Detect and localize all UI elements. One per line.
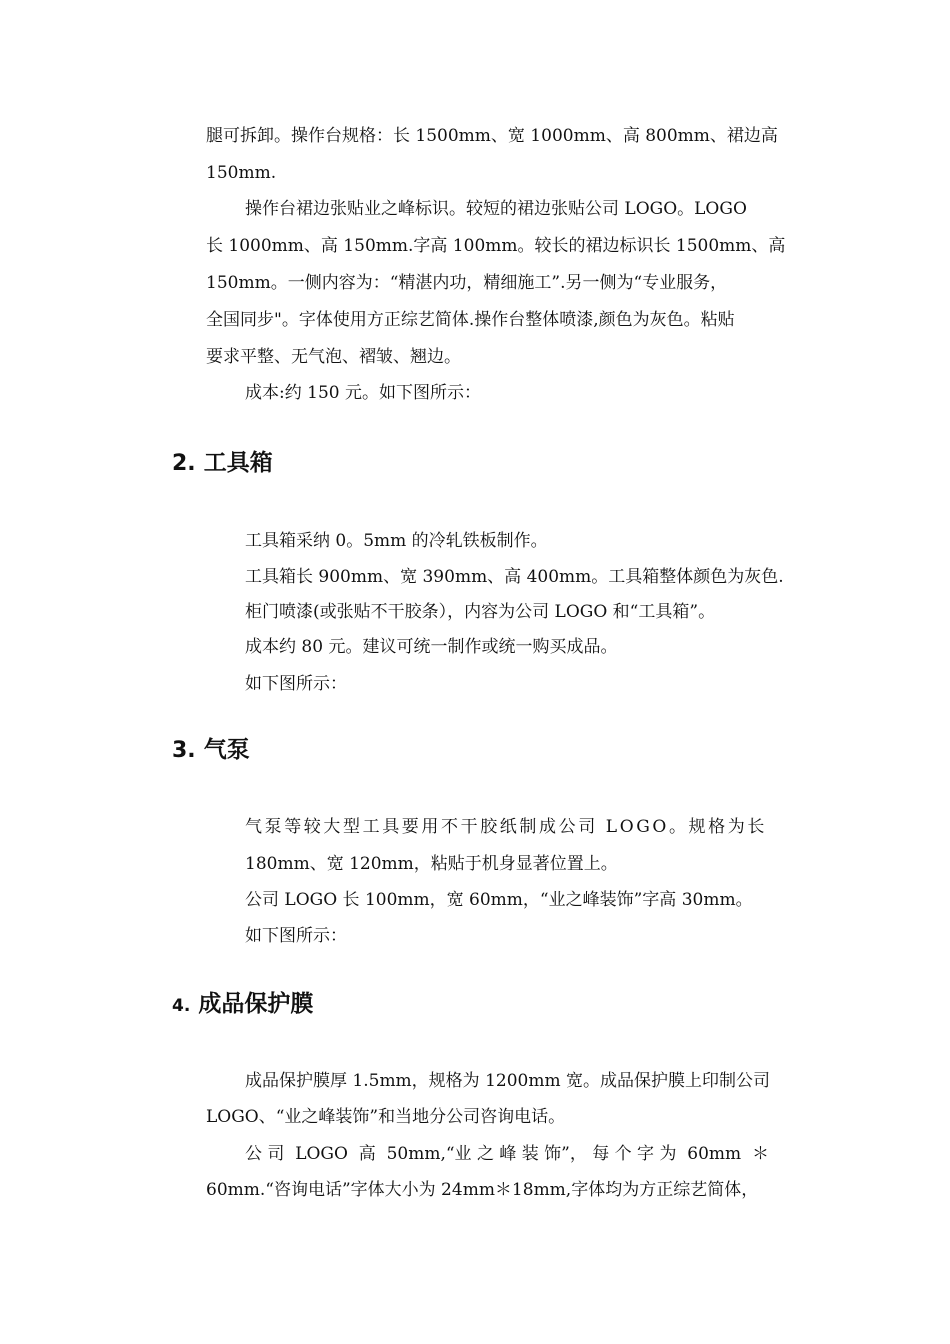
paragraph-line: 全国同步"。字体使用方正综艺简体.操作台整体喷漆,颜色为灰色。粘贴 <box>206 310 735 330</box>
section-title: 工具箱 <box>203 450 273 476</box>
paragraph-line: 长 1000mm、高 150mm.字高 100mm。较长的裙边标识长 1500mm、高 <box>206 236 786 256</box>
paragraph-line: 工具箱采纳 0。5mm 的冷轧铁板制作。 <box>245 531 548 551</box>
section-title: 气泵 <box>203 737 250 763</box>
paragraph-line: 成本约 80 元。建议可统一制作或统一购买成品。 <box>245 637 618 657</box>
paragraph-line: 气泵等较大型工具要用不干胶纸制成公司 LOGO。规格为长 <box>245 817 767 837</box>
paragraph-line: LOGO、“业之峰装饰”和当地分公司咨询电话。 <box>206 1107 566 1127</box>
section-number: 3. <box>172 738 196 763</box>
paragraph-line: 工具箱长 900mm、宽 390mm、高 400mm。工具箱整体颜色为灰色. <box>245 567 784 587</box>
paragraph-line: 150mm. <box>206 163 277 183</box>
paragraph-line: 150mm。一侧内容为：“精湛内功，精细施工”.另一侧为“专业服务， <box>206 273 728 293</box>
paragraph-line: 180mm、宽 120mm，粘贴于机身显著位置上。 <box>245 854 618 874</box>
paragraph-line: 如下图所示： <box>245 674 347 694</box>
paragraph-line: 腿可拆卸。操作台规格：长 1500mm、宽 1000mm、高 800mm、裙边高 <box>206 126 778 146</box>
paragraph-line: 如下图所示： <box>245 926 347 946</box>
section-title: 成品保护膜 <box>198 991 314 1017</box>
paragraph-line: 成本:约 150 元。如下图所示： <box>245 383 481 403</box>
paragraph-line: 操作台裙边张贴业之峰标识。较短的裙边张贴公司 LOGO。LOGO <box>245 199 747 219</box>
section-heading-2 <box>172 448 273 479</box>
paragraph-line: 60mm.“咨询电话”字体大小为 24mm＊18mm,字体均为方正综艺简体， <box>206 1180 759 1200</box>
paragraph-line: 柜门喷漆(或张贴不干胶条），内容为公司 LOGO 和“工具箱”。 <box>245 602 716 622</box>
paragraph-line: 公司 LOGO 长 100mm，宽 60mm，“业之峰装饰”字高 30mm。 <box>245 890 753 910</box>
paragraph-line: 成品保护膜厚 1.5mm，规格为 1200mm 宽。成品保护膜上印制公司 <box>245 1071 770 1091</box>
section-heading-3 <box>172 735 250 766</box>
section-heading-4 <box>172 989 313 1021</box>
section-number: 2. <box>172 451 196 476</box>
paragraph-line: 要求平整、无气泡、褶皱、翘边。 <box>206 347 461 367</box>
section-number: 4. <box>172 996 191 1016</box>
paragraph-line: 公 司 LOGO 高 50mm,“业 之 峰 装 饰”， 每 个 字 为 60mm ＊ <box>245 1144 769 1164</box>
